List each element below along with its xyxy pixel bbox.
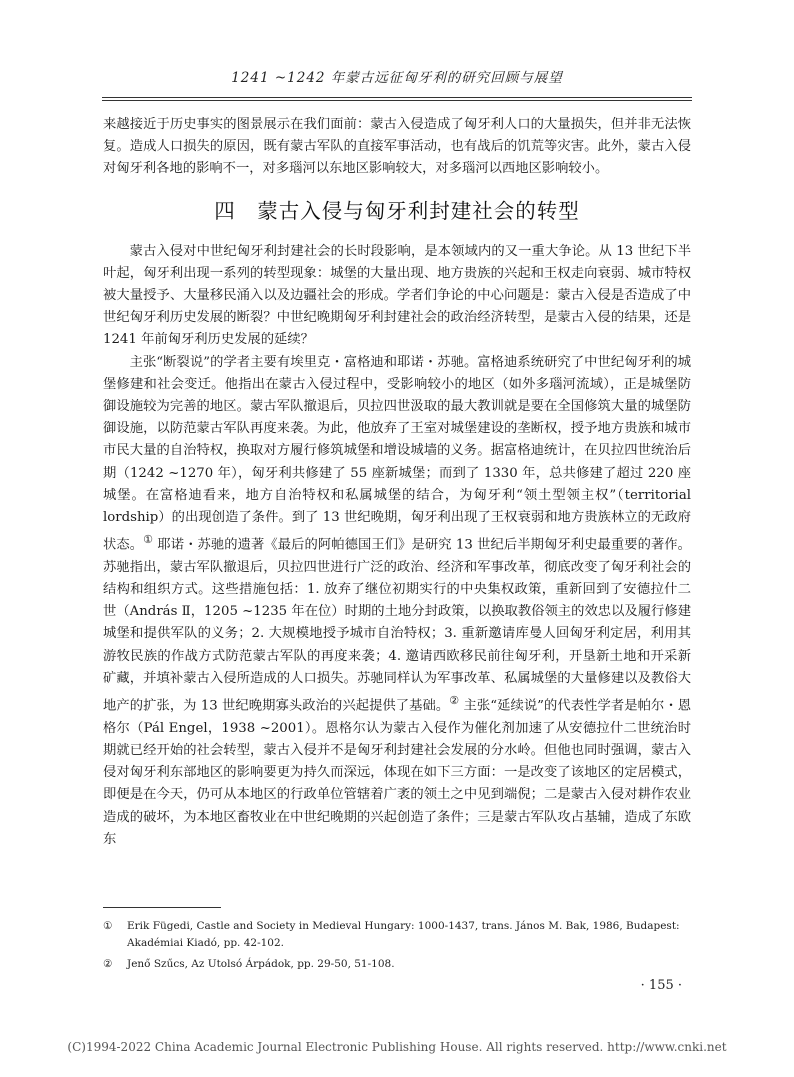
header-rule (102, 97, 692, 98)
paragraph-3-part-c: 主张“延续说”的代表性学者是帕尔・恩格尔（Pál Engel，1938 ~2001）。恩格尔认为蒙古入侵作为催化剂加速了从安德拉什二世统治时期就已经开始的社会转型，蒙古入侵并不是匈牙利封建社会发展的分水岭。但他也同时强调，蒙古入侵对匈牙利东部地区的影响要更为持久而深远，体现在如下三方面：一是改变了该地区的定居模式，即便是在今天，仍可从本地区的行政单位管辖着广袤的领土之中见到端倪；二是蒙古入侵对耕作农业造成的破坏，为本地区畜牧业在中世纪晚期的兴起创造了条件；三是蒙古军队攻占基辅，造成了东欧东 (103, 698, 691, 847)
page-number: · 155 · (640, 978, 682, 993)
header-rule-thin (102, 100, 692, 101)
footnote-1 (103, 918, 691, 952)
article-body (103, 114, 691, 851)
footnote-2 (103, 956, 691, 973)
footnotes (103, 918, 691, 973)
paragraph-3-part-b: 耶诺・苏驰的遗著《最后的阿帕德国王们》是研究 13 世纪后半期匈牙利史最重要的著作。苏驰指出，蒙古军队撤退后，贝拉四世进行广泛的政治、经济和军事改革，彻底改变了匈牙利社会的结构和组织方式。这些措施包括：1. 放弃了继位初期实行的中央集权政策，重新回到了安德拉什二世（András Ⅱ，1205 ~1235 年在位）时期的土地分封政策，以换取教俗领主的效忠以及履行修建城堡和提供军队的义务；2. 大规模地授予城市自治特权；3. 重新邀请库曼人回匈牙利定居，利用其游牧民族的作战方式防范蒙古军队的再度来袭；4. 邀请西欧移民前往匈牙利，开垦新土地和开采新矿藏，并填补蒙古入侵所造成的人口损失。苏驰同样认为军事改革、私属城堡的大量修建以及教俗大地产的扩张，为 13 世纪晚期寡头政治的兴起提供了基础。 (103, 537, 691, 714)
paragraph-3-part-a: 主张“断裂说”的学者主要有埃里克・富格迪和耶诺・苏驰。富格迪系统研究了中世纪匈牙利的城堡修建和社会变迁。他指出在蒙古入侵过程中，受影响较小的地区（如外多瑙河流域），正是城堡防御设施较为完善的地区。蒙古军队撤退后，贝拉四世汲取的最大教训就是要在全国修筑大量的城堡防御设施，以防范蒙古军队再度来袭。为此，他放弃了王室对城堡建设的垄断权，授予地方贵族和城市市民大量的自治特权，换取对方履行修筑城堡和增设城墙的义务。据富格迪统计，在贝拉四世统治后期（1242 ~1270 年），匈牙利共修建了 55 座新城堡；而到了 1330 年，总共修建了超过 220 座城堡。在富格迪看来，地方自治特权和私属城堡的结合，为匈牙利“领土型领主权”（territorial lordship）的出现创造了条件。到了 13 世纪晚期，匈牙利出现了王权衰弱和地方贵族林立的无政府状态。 (103, 354, 691, 553)
footnote-text: Erik Fügedi, Castle and Society in Medieval Hungary: 1000-1437, trans. János M. Bak, 1986, Budapest: Akadémiai Kiadó, pp. 42-102. (127, 920, 680, 949)
footnote-mark: ① (103, 920, 113, 932)
footnote-divider (103, 907, 221, 908)
footnote-text: Jenő Szűcs, Az Utolsó Árpádok, pp. 29-50, 51-108. (127, 958, 395, 970)
section-heading: 四 蒙古入侵与匈牙利封建社会的转型 (214, 198, 580, 223)
footnote-ref-1[interactable]: ① (143, 533, 154, 547)
footnote-ref-2[interactable]: ② (449, 694, 460, 708)
paragraph-3 (103, 352, 691, 851)
running-header: 1241 ~1242 年蒙古远征匈牙利的研究回顾与展望 (231, 70, 563, 86)
paragraph-2: 蒙古入侵对中世纪匈牙利封建社会的长时段影响，是本领域内的又一重大争论。从 13 世纪下半叶起，匈牙利出现一系列的转型现象：城堡的大量出现、地方贵族的兴起和王权走向衰弱、城市特权被大量授予、大量移民涌入以及边疆社会的形成。学者们争论的中心问题是：蒙古入侵是否造成了中世纪匈牙利历史发展的断裂？中世纪晚期匈牙利封建社会的政治经济转型，是蒙古入侵的结果，还是 1241 年前匈牙利历史发展的延续？ (103, 243, 691, 348)
footnote-mark: ② (103, 958, 113, 970)
copyright-notice: (C)1994-2022 China Academic Journal Electronic Publishing House. All rights reserved. http://www.cnki.net (67, 1040, 727, 1054)
opening-paragraph: 来越接近于历史事实的图景展示在我们面前：蒙古入侵造成了匈牙利人口的大量损失，但并非无法恢复。造成人口损失的原因，既有蒙古军队的直接军事活动，也有战后的饥荒等灾害。此外，蒙古入侵对匈牙利各地的影响不一，对多瑙河以东地区影响较大，对多瑙河以西地区影响较小。 (103, 117, 691, 177)
